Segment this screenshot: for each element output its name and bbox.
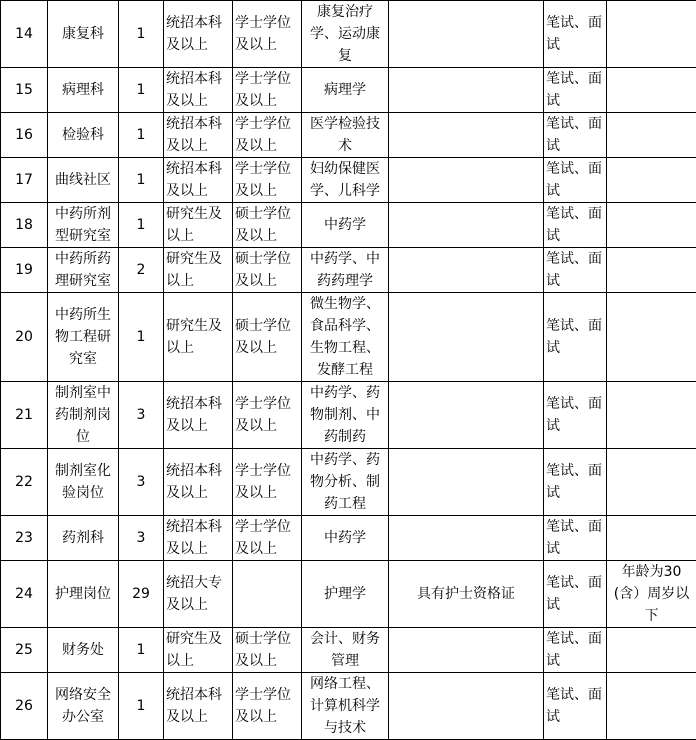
exam-method: 笔试、面试 — [544, 113, 607, 158]
education: 统招本科及以上 — [164, 1, 233, 68]
headcount: 1 — [119, 158, 164, 203]
other-requirement — [389, 68, 544, 113]
headcount: 3 — [119, 449, 164, 516]
row-number: 19 — [1, 248, 48, 293]
headcount: 1 — [119, 113, 164, 158]
row-number: 26 — [1, 673, 48, 740]
other-requirement — [389, 673, 544, 740]
degree — [233, 561, 302, 628]
other-requirement — [389, 516, 544, 561]
education: 统招大专及以上 — [164, 561, 233, 628]
note — [607, 628, 696, 673]
note — [607, 449, 696, 516]
department: 网络安全办公室 — [48, 673, 119, 740]
row-number: 17 — [1, 158, 48, 203]
table-row — [1, 1, 696, 68]
degree: 学士学位及以上 — [233, 449, 302, 516]
exam-method: 笔试、面试 — [544, 382, 607, 449]
table-row — [1, 68, 696, 113]
degree: 硕士学位及以上 — [233, 248, 302, 293]
table-row — [1, 449, 696, 516]
major: 医学检验技术 — [302, 113, 389, 158]
note — [607, 1, 696, 68]
degree: 学士学位及以上 — [233, 113, 302, 158]
degree: 硕士学位及以上 — [233, 293, 302, 382]
education: 研究生及以上 — [164, 248, 233, 293]
major: 病理学 — [302, 68, 389, 113]
education: 统招本科及以上 — [164, 382, 233, 449]
major: 妇幼保健医学、儿科学 — [302, 158, 389, 203]
note — [607, 158, 696, 203]
headcount: 1 — [119, 293, 164, 382]
table-row — [1, 203, 696, 248]
note — [607, 113, 696, 158]
department: 中药所药理研究室 — [48, 248, 119, 293]
note: 年龄为30(含）周岁以下 — [607, 561, 696, 628]
exam-method: 笔试、面试 — [544, 203, 607, 248]
table-row — [1, 382, 696, 449]
table-row — [1, 673, 696, 740]
department: 曲线社区 — [48, 158, 119, 203]
education: 统招本科及以上 — [164, 516, 233, 561]
exam-method: 笔试、面试 — [544, 449, 607, 516]
note — [607, 248, 696, 293]
table-row — [1, 561, 696, 628]
headcount: 1 — [119, 68, 164, 113]
education: 研究生及以上 — [164, 628, 233, 673]
degree: 学士学位及以上 — [233, 68, 302, 113]
department: 中药所生物工程研究室 — [48, 293, 119, 382]
row-number: 15 — [1, 68, 48, 113]
major: 会计、财务管理 — [302, 628, 389, 673]
row-number: 16 — [1, 113, 48, 158]
headcount: 2 — [119, 248, 164, 293]
exam-method: 笔试、面试 — [544, 628, 607, 673]
department: 中药所剂型研究室 — [48, 203, 119, 248]
row-number: 22 — [1, 449, 48, 516]
department: 检验科 — [48, 113, 119, 158]
department: 护理岗位 — [48, 561, 119, 628]
degree: 硕士学位及以上 — [233, 628, 302, 673]
degree: 硕士学位及以上 — [233, 203, 302, 248]
department: 制剂室中药制剂岗位 — [48, 382, 119, 449]
headcount: 1 — [119, 673, 164, 740]
degree: 学士学位及以上 — [233, 516, 302, 561]
other-requirement — [389, 1, 544, 68]
department: 药剂科 — [48, 516, 119, 561]
major: 中药学、药物分析、制药工程 — [302, 449, 389, 516]
exam-method: 笔试、面试 — [544, 516, 607, 561]
department: 制剂室化验岗位 — [48, 449, 119, 516]
note — [607, 293, 696, 382]
row-number: 25 — [1, 628, 48, 673]
other-requirement — [389, 382, 544, 449]
education: 统招本科及以上 — [164, 68, 233, 113]
education: 研究生及以上 — [164, 203, 233, 248]
other-requirement — [389, 158, 544, 203]
table-row — [1, 113, 696, 158]
note — [607, 516, 696, 561]
headcount: 29 — [119, 561, 164, 628]
headcount: 1 — [119, 203, 164, 248]
department: 财务处 — [48, 628, 119, 673]
education: 研究生及以上 — [164, 293, 233, 382]
headcount: 3 — [119, 516, 164, 561]
table-row — [1, 516, 696, 561]
table-row — [1, 628, 696, 673]
degree: 学士学位及以上 — [233, 382, 302, 449]
education: 统招本科及以上 — [164, 113, 233, 158]
row-number: 14 — [1, 1, 48, 68]
degree: 学士学位及以上 — [233, 1, 302, 68]
degree: 学士学位及以上 — [233, 673, 302, 740]
other-requirement — [389, 248, 544, 293]
other-requirement: 具有护士资格证 — [389, 561, 544, 628]
education: 统招本科及以上 — [164, 449, 233, 516]
exam-method: 笔试、面试 — [544, 293, 607, 382]
exam-method: 笔试、面试 — [544, 1, 607, 68]
row-number: 18 — [1, 203, 48, 248]
note — [607, 382, 696, 449]
row-number: 23 — [1, 516, 48, 561]
major: 中药学 — [302, 516, 389, 561]
table-row — [1, 248, 696, 293]
major: 微生物学、食品科学、生物工程、发酵工程 — [302, 293, 389, 382]
exam-method: 笔试、面试 — [544, 561, 607, 628]
degree: 学士学位及以上 — [233, 158, 302, 203]
department: 病理科 — [48, 68, 119, 113]
other-requirement — [389, 628, 544, 673]
headcount: 1 — [119, 1, 164, 68]
education: 统招本科及以上 — [164, 158, 233, 203]
headcount: 3 — [119, 382, 164, 449]
major: 网络工程、计算机科学与技术 — [302, 673, 389, 740]
major: 康复治疗学、运动康复 — [302, 1, 389, 68]
table-body — [1, 1, 696, 740]
department: 康复科 — [48, 1, 119, 68]
other-requirement — [389, 293, 544, 382]
headcount: 1 — [119, 628, 164, 673]
table-row — [1, 158, 696, 203]
other-requirement — [389, 113, 544, 158]
row-number: 24 — [1, 561, 48, 628]
note — [607, 203, 696, 248]
major: 护理学 — [302, 561, 389, 628]
row-number: 20 — [1, 293, 48, 382]
exam-method: 笔试、面试 — [544, 673, 607, 740]
major: 中药学、药物制剂、中药制药 — [302, 382, 389, 449]
education: 统招本科及以上 — [164, 673, 233, 740]
major: 中药学 — [302, 203, 389, 248]
major: 中药学、中药药理学 — [302, 248, 389, 293]
note — [607, 673, 696, 740]
other-requirement — [389, 203, 544, 248]
note — [607, 68, 696, 113]
exam-method: 笔试、面试 — [544, 68, 607, 113]
exam-method: 笔试、面试 — [544, 158, 607, 203]
table-row — [1, 293, 696, 382]
other-requirement — [389, 449, 544, 516]
exam-method: 笔试、面试 — [544, 248, 607, 293]
row-number: 21 — [1, 382, 48, 449]
